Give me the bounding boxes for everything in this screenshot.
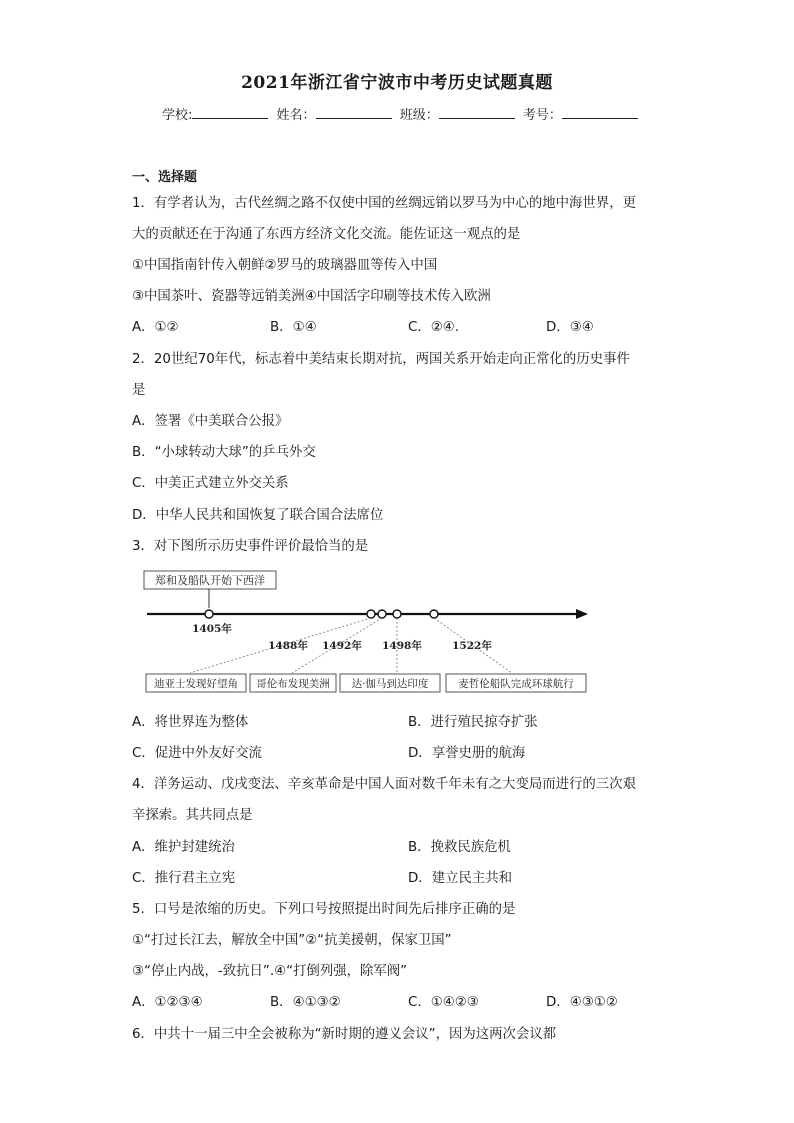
page-title: 2021年浙江省宁波市中考历史试题真题 (241, 73, 553, 93)
question-4-option-a[interactable]: A．维护封建统治 (132, 840, 235, 855)
question-3-text: 3．对下图所示历史事件评价最恰当的是 (132, 539, 369, 554)
question-5-item: ③“停止内战，-致抗日”.④“打倒列强，除军阀” (132, 964, 408, 979)
exploration-timeline-diagram (142, 568, 592, 698)
question-1-item: ③中国茶叶、瓷器等远销美洲④中国活字印刷等技术传入欧洲 (132, 289, 491, 304)
question-3-option-a[interactable]: A．将世界连为整体 (132, 715, 249, 730)
school-label: 学校: (162, 108, 193, 123)
question-4-text: 辛探索。其共同点是 (132, 808, 253, 823)
question-1-text: 1．有学者认为，古代丝绸之路不仅使中国的丝绸远销以罗马为中心的地中海世界，更 (132, 196, 636, 211)
question-4-option-d[interactable]: D．建立民主共和 (408, 871, 513, 886)
class-blank[interactable] (439, 106, 515, 119)
question-3-option-b[interactable]: B．进行殖民掠夺扩张 (408, 715, 538, 730)
student-info-row (162, 104, 642, 123)
timeline-top-label: 郑和及船队开始下西洋 (155, 574, 265, 587)
question-5-option-d[interactable]: D．④③①② (546, 995, 618, 1010)
timeline-point-1488 (367, 610, 375, 618)
timeline-arrow-icon (576, 609, 588, 619)
class-label: 班级： (399, 108, 439, 123)
question-2-text: 2．20世纪70年代，标志着中美结束长期对抗，两国关系开始走向正常化的历史事件 (132, 352, 630, 367)
question-1-option-a[interactable]: A．①② (132, 320, 179, 335)
question-4-option-b[interactable]: B．挽救民族危机 (408, 840, 511, 855)
timeline-point-1498 (393, 610, 401, 618)
year-label-1488: 1488年 (268, 640, 308, 652)
year-label-1522: 1522年 (452, 640, 492, 652)
question-1-text: 大的贡献还在于沟通了东西方经济文化交流。能佐证这一观点的是 (132, 227, 521, 242)
year-label-1405: 1405年 (192, 623, 232, 635)
question-1-option-c[interactable]: C．②④. (408, 320, 460, 335)
question-2-option-b[interactable]: B．“小球转动大球”的乒乓外交 (132, 445, 316, 460)
question-2-option-d[interactable]: D．中华人民共和国恢复了联合国合法席位 (132, 508, 384, 523)
question-5-option-b[interactable]: B．④①③② (270, 995, 341, 1010)
timeline-point-1522 (430, 610, 438, 618)
year-label-1492: 1492年 (322, 640, 362, 652)
question-4-text: 4．洋务运动、戊戌变法、辛亥革命是中国人面对数千年未有之大变局而进行的三次艰 (132, 777, 636, 792)
question-2-option-c[interactable]: C．中美正式建立外交关系 (132, 476, 289, 491)
name-label: 姓名： (276, 108, 316, 123)
name-blank[interactable] (316, 106, 392, 119)
question-5-option-c[interactable]: C．①④②③ (408, 995, 479, 1010)
event-label-4: 麦哲伦船队完成环球航行 (458, 678, 574, 690)
question-1-option-b[interactable]: B．①④ (270, 320, 317, 335)
event-label-3: 达·伽马到达印度 (351, 678, 429, 690)
question-2-text: 是 (132, 383, 146, 398)
question-4-option-c[interactable]: C．推行君主立宪 (132, 871, 236, 886)
school-blank[interactable] (192, 106, 268, 119)
event-label-2: 哥伦布发现美洲 (256, 678, 330, 690)
question-1-option-d[interactable]: D．③④ (546, 320, 594, 335)
year-label-1498: 1498年 (382, 640, 422, 652)
exam-number-blank[interactable] (562, 106, 638, 119)
question-3-option-d[interactable]: D．享誉史册的航海 (408, 746, 526, 761)
question-5-text: 5．口号是浓缩的历史。下列口号按照提出时间先后排序正确的是 (132, 902, 516, 917)
timeline-point-1492 (378, 610, 386, 618)
timeline-point-1405 (205, 610, 213, 618)
question-1-item: ①中国指南针传入朝鲜②罗马的玻璃器皿等传入中国 (132, 258, 438, 273)
section-heading: 一、选择题 (132, 170, 198, 185)
event-label-1: 迪亚士发现好望角 (154, 678, 238, 690)
question-3-option-c[interactable]: C．促进中外友好交流 (132, 746, 262, 761)
question-5-option-a[interactable]: A．①②③④ (132, 995, 203, 1010)
question-6-text: 6．中共十一届三中全会被称为“新时期的遵义会议”，因为这两次会议都 (132, 1027, 557, 1042)
question-2-option-a[interactable]: A．签署《中美联合公报》 (132, 414, 289, 429)
exam-number-label: 考号： (522, 108, 562, 123)
question-5-item: ①“打过长江去，解放全中国”②“抗美援朝，保家卫国” (132, 933, 452, 948)
